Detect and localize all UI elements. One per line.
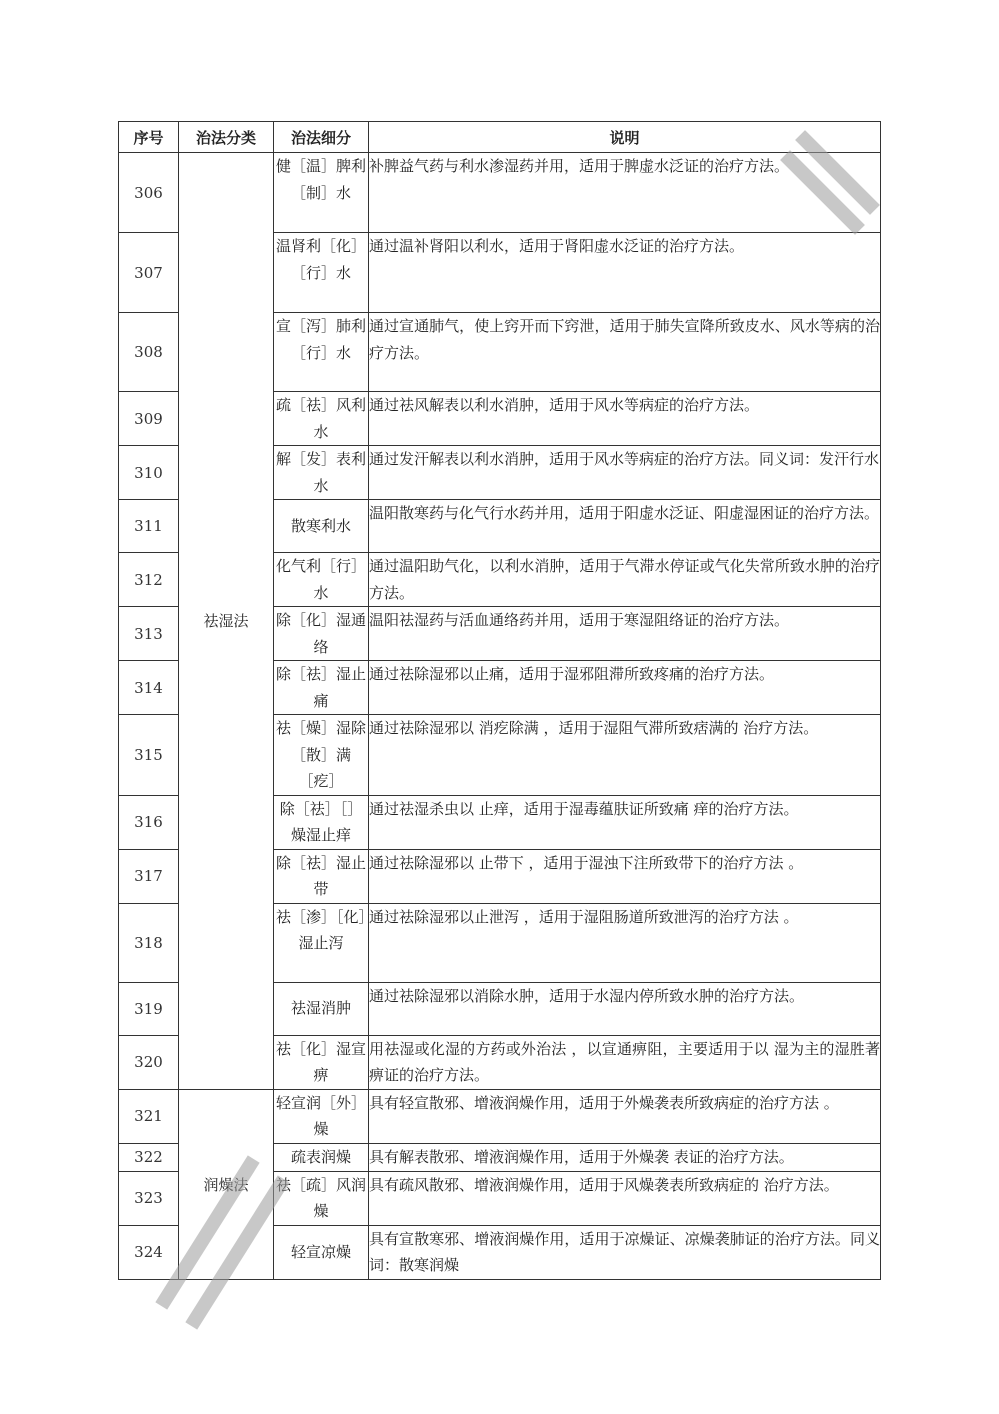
description-cell: 补脾益气药与利水渗湿药并用，适用于脾虚水泛证的治疗方法。 <box>369 153 881 233</box>
category-cell: 祛湿法 <box>179 153 274 1090</box>
description-cell: 通过祛除湿邪以止痛，适用于湿邪阻滞所致疼痛的治疗方法。 <box>369 661 881 715</box>
description-cell: 用祛湿或化湿的方药或外治法 ，以宣通痹阻，主要适用于以 湿为主的湿胜著痹证的治疗方法。 <box>369 1035 881 1089</box>
table-row <box>119 1089 881 1143</box>
description-cell: 通过祛风解表以利水消肿，适用于风水等病症的治疗方法。 <box>369 392 881 446</box>
row-number: 308 <box>119 313 179 392</box>
header-subcategory: 治法细分 <box>274 122 369 153</box>
row-number: 320 <box>119 1035 179 1089</box>
row-number: 313 <box>119 607 179 661</box>
description-cell: 通过温补肾阳以利水，适用于肾阳虚水泛证的治疗方法。 <box>369 233 881 313</box>
description-cell: 通过祛除湿邪以 消疙除满 ，适用于湿阻气滞所致痞满的 治疗方法。 <box>369 715 881 796</box>
description-cell: 通过祛除湿邪以 止带下 ，适用于湿浊下注所致带下的治疗方法 。 <box>369 849 881 903</box>
subcategory-cell: 疏［祛］风利水 <box>274 392 369 446</box>
subcategory-cell: 轻宣润［外］燥 <box>274 1089 369 1143</box>
description-cell: 通过祛除湿邪以止泄泻 ，适用于湿阻肠道所致泄泻的治疗方法 。 <box>369 903 881 982</box>
subcategory-cell: 除［祛］［］燥湿止痒 <box>274 795 369 849</box>
row-number: 323 <box>119 1171 179 1225</box>
row-number: 322 <box>119 1143 179 1171</box>
subcategory-cell: 祛［燥］湿除［散］满［疙］ <box>274 715 369 796</box>
subcategory-cell: 祛［化］湿宣痹 <box>274 1035 369 1089</box>
row-number: 324 <box>119 1225 179 1279</box>
description-cell: 通过发汗解表以利水消肿，适用于风水等病症的治疗方法。同义词：发汗行水 <box>369 446 881 500</box>
description-cell: 通过温阳助气化，以利水消肿，适用于气滞水停证或气化失常所致水肿的治疗方法。 <box>369 553 881 607</box>
table-header-row <box>119 122 881 153</box>
treatment-methods-table <box>118 121 881 1280</box>
description-cell: 具有轻宣散邪、增液润燥作用，适用于外燥袭表所致病症的治疗方法 。 <box>369 1089 881 1143</box>
description-cell: 通过祛湿杀虫以 止痒，适用于湿毒蕴肤证所致痛 痒的治疗方法。 <box>369 795 881 849</box>
subcategory-cell: 温肾利［化］［行］水 <box>274 233 369 313</box>
header-category: 治法分类 <box>179 122 274 153</box>
table-row <box>119 153 881 233</box>
subcategory-cell: 健［温］脾利［制］水 <box>274 153 369 233</box>
description-cell: 具有疏风散邪、增液润燥作用，适用于风燥袭表所致病症的 治疗方法。 <box>369 1171 881 1225</box>
row-number: 317 <box>119 849 179 903</box>
row-number: 310 <box>119 446 179 500</box>
subcategory-cell: 祛［渗］［化］湿止泻 <box>274 903 369 982</box>
subcategory-cell: 轻宣凉燥 <box>274 1225 369 1279</box>
subcategory-cell: 除［化］湿通络 <box>274 607 369 661</box>
row-number: 314 <box>119 661 179 715</box>
row-number: 307 <box>119 233 179 313</box>
description-cell: 具有宣散寒邪、增液润燥作用，适用于凉燥证、凉燥袭肺证的治疗方法。同义词：散寒润燥 <box>369 1225 881 1279</box>
subcategory-cell: 疏表润燥 <box>274 1143 369 1171</box>
row-number: 309 <box>119 392 179 446</box>
row-number: 311 <box>119 500 179 553</box>
description-cell: 温阳散寒药与化气行水药并用，适用于阳虚水泛证、阳虚湿困证的治疗方法。 <box>369 500 881 553</box>
row-number: 316 <box>119 795 179 849</box>
row-number: 318 <box>119 903 179 982</box>
subcategory-cell: 散寒利水 <box>274 500 369 553</box>
row-number: 321 <box>119 1089 179 1143</box>
subcategory-cell: 除［祛］湿止带 <box>274 849 369 903</box>
description-cell: 通过宣通肺气，使上窍开而下窍泄，适用于肺失宣降所致皮水、风水等病的治疗方法。 <box>369 313 881 392</box>
description-cell: 通过祛除湿邪以消除水肿，适用于水湿内停所致水肿的治疗方法。 <box>369 982 881 1035</box>
subcategory-cell: 化气利［行］水 <box>274 553 369 607</box>
subcategory-cell: 除［祛］湿止痛 <box>274 661 369 715</box>
header-num: 序号 <box>119 122 179 153</box>
description-cell: 温阳祛湿药与活血通络药并用，适用于寒湿阻络证的治疗方法。 <box>369 607 881 661</box>
header-description: 说明 <box>369 122 881 153</box>
category-cell: 润燥法 <box>179 1089 274 1279</box>
subcategory-cell: 宣［泻］肺利［行］水 <box>274 313 369 392</box>
subcategory-cell: 解［发］表利水 <box>274 446 369 500</box>
description-cell: 具有解表散邪、增液润燥作用，适用于外燥袭 表证的治疗方法。 <box>369 1143 881 1171</box>
row-number: 319 <box>119 982 179 1035</box>
subcategory-cell: 祛湿消肿 <box>274 982 369 1035</box>
subcategory-cell: 祛［疏］风润燥 <box>274 1171 369 1225</box>
row-number: 306 <box>119 153 179 233</box>
row-number: 312 <box>119 553 179 607</box>
row-number: 315 <box>119 715 179 796</box>
